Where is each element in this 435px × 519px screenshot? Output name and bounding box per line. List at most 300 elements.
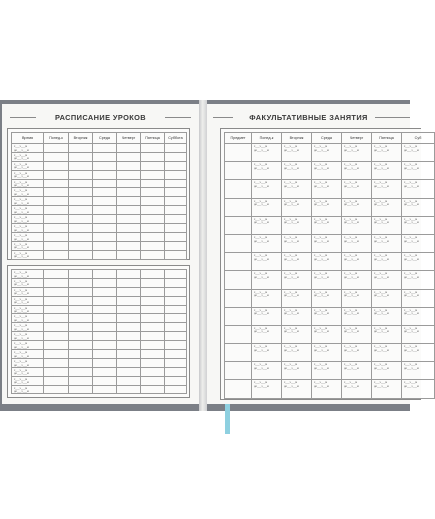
time-from-field[interactable]: с___ч___м (404, 345, 418, 349)
schedule-cell[interactable] (117, 170, 141, 179)
schedule-cell[interactable] (93, 215, 117, 224)
schedule-cell[interactable] (44, 224, 69, 233)
schedule-cell[interactable] (93, 314, 117, 323)
time-from-field[interactable]: с___ч___м (314, 163, 328, 167)
time-from-field[interactable]: с___ч___м (284, 254, 298, 258)
schedule-cell[interactable] (44, 385, 69, 394)
time-from-field[interactable]: с___ч___м (344, 254, 358, 258)
time-to-field[interactable]: до___ч___м (14, 354, 29, 358)
time-from-field[interactable]: с___ч___м (14, 251, 28, 255)
time-to-field[interactable]: до___ч___м (284, 330, 299, 334)
time-from-field[interactable]: с___ч___м (14, 233, 28, 237)
schedule-cell[interactable] (141, 385, 165, 394)
time-from-field[interactable]: с___ч___м (404, 308, 418, 312)
time-to-field[interactable]: до___ч___м (254, 221, 269, 225)
schedule-cell[interactable] (117, 323, 141, 332)
schedule-cell[interactable] (69, 250, 93, 259)
time-from-field[interactable]: с___ч___м (284, 345, 298, 349)
time-to-field[interactable]: до___ч___м (404, 312, 419, 316)
time-from-field[interactable]: с___ч___м (14, 207, 28, 211)
schedule-cell[interactable] (117, 341, 141, 350)
time-from-field[interactable]: с___ч___м (344, 217, 358, 221)
schedule-cell[interactable] (141, 367, 165, 376)
time-to-field[interactable]: до___ч___м (14, 336, 29, 340)
time-to-field[interactable]: до___ч___м (344, 203, 359, 207)
schedule-cell[interactable] (117, 314, 141, 323)
time-to-field[interactable]: до___ч___м (284, 385, 299, 389)
time-from-field[interactable]: с___ч___м (14, 145, 28, 148)
time-from-field[interactable]: с___ч___м (284, 363, 298, 367)
time-to-field[interactable]: до___ч___м (404, 348, 419, 352)
schedule-cell[interactable] (93, 161, 117, 170)
time-to-field[interactable]: до___ч___м (374, 330, 389, 334)
time-from-field[interactable]: с___ч___м (404, 272, 418, 276)
schedule-cell[interactable] (165, 296, 187, 305)
time-from-field[interactable]: с___ч___м (14, 288, 28, 292)
time-from-field[interactable]: с___ч___м (404, 145, 418, 148)
time-from-field[interactable]: с___ч___м (254, 199, 268, 203)
time-from-field[interactable]: с___ч___м (284, 235, 298, 239)
schedule-cell[interactable] (93, 250, 117, 259)
schedule-cell[interactable] (69, 206, 93, 215)
schedule-cell[interactable] (69, 296, 93, 305)
time-to-field[interactable]: до___ч___м (404, 294, 419, 298)
schedule-cell[interactable] (117, 385, 141, 394)
schedule-cell[interactable] (69, 170, 93, 179)
schedule-cell[interactable] (117, 358, 141, 367)
schedule-cell[interactable] (44, 376, 69, 385)
schedule-cell[interactable] (44, 305, 69, 314)
time-from-field[interactable]: с___ч___м (344, 145, 358, 148)
schedule-cell[interactable] (93, 144, 117, 153)
time-to-field[interactable]: до___ч___м (254, 385, 269, 389)
time-to-field[interactable]: до___ч___м (344, 184, 359, 188)
time-from-field[interactable]: с___ч___м (254, 145, 268, 148)
time-from-field[interactable]: с___ч___м (374, 163, 388, 167)
schedule-cell[interactable] (69, 358, 93, 367)
schedule-cell[interactable] (93, 358, 117, 367)
time-from-field[interactable]: с___ч___м (284, 181, 298, 185)
schedule-cell[interactable] (165, 250, 187, 259)
schedule-cell[interactable] (117, 367, 141, 376)
time-to-field[interactable]: до___ч___м (14, 255, 29, 259)
time-from-field[interactable]: с___ч___м (404, 381, 418, 385)
time-to-field[interactable]: до___ч___м (14, 363, 29, 367)
schedule-cell[interactable] (93, 270, 117, 279)
schedule-cell[interactable] (69, 144, 93, 153)
time-from-field[interactable]: с___ч___м (14, 359, 28, 363)
time-from-field[interactable]: с___ч___м (14, 153, 28, 157)
schedule-cell[interactable] (93, 224, 117, 233)
time-from-field[interactable]: с___ч___м (284, 290, 298, 294)
schedule-cell[interactable] (69, 287, 93, 296)
time-from-field[interactable]: с___ч___м (14, 342, 28, 346)
schedule-cell[interactable] (165, 144, 187, 153)
time-from-field[interactable]: с___ч___м (14, 368, 28, 372)
time-to-field[interactable]: до___ч___м (284, 221, 299, 225)
time-to-field[interactable]: до___ч___м (314, 348, 329, 352)
time-to-field[interactable]: до___ч___м (254, 148, 269, 152)
time-to-field[interactable]: до___ч___м (284, 312, 299, 316)
time-from-field[interactable]: с___ч___м (284, 308, 298, 312)
schedule-cell[interactable] (69, 270, 93, 279)
schedule-cell[interactable] (117, 296, 141, 305)
schedule-cell[interactable] (44, 197, 69, 206)
time-from-field[interactable]: с___ч___м (374, 363, 388, 367)
time-from-field[interactable]: с___ч___м (404, 326, 418, 330)
time-from-field[interactable]: с___ч___м (404, 363, 418, 367)
schedule-cell[interactable] (44, 170, 69, 179)
subject-cell[interactable] (225, 289, 252, 307)
schedule-cell[interactable] (117, 179, 141, 188)
schedule-cell[interactable] (44, 250, 69, 259)
time-from-field[interactable]: с___ч___м (284, 145, 298, 148)
schedule-cell[interactable] (165, 385, 187, 394)
time-from-field[interactable]: с___ч___м (344, 272, 358, 276)
time-to-field[interactable]: до___ч___м (284, 148, 299, 152)
schedule-cell[interactable] (69, 385, 93, 394)
time-from-field[interactable]: с___ч___м (14, 306, 28, 310)
schedule-cell[interactable] (117, 305, 141, 314)
subject-cell[interactable] (225, 362, 252, 380)
schedule-cell[interactable] (165, 161, 187, 170)
schedule-cell[interactable] (69, 232, 93, 241)
schedule-cell[interactable] (117, 270, 141, 279)
time-from-field[interactable]: с___ч___м (404, 163, 418, 167)
time-to-field[interactable]: до___ч___м (344, 148, 359, 152)
schedule-cell[interactable] (69, 241, 93, 250)
time-from-field[interactable]: с___ч___м (314, 308, 328, 312)
time-to-field[interactable]: до___ч___м (344, 312, 359, 316)
time-to-field[interactable]: до___ч___м (404, 330, 419, 334)
time-to-field[interactable]: до___ч___м (314, 366, 329, 370)
schedule-cell[interactable] (93, 305, 117, 314)
subject-cell[interactable] (225, 380, 252, 398)
schedule-cell[interactable] (44, 341, 69, 350)
time-from-field[interactable]: с___ч___м (344, 199, 358, 203)
time-to-field[interactable]: до___ч___м (14, 381, 29, 385)
subject-cell[interactable] (225, 307, 252, 325)
time-from-field[interactable]: с___ч___м (344, 381, 358, 385)
time-from-field[interactable]: с___ч___м (314, 235, 328, 239)
schedule-cell[interactable] (93, 152, 117, 161)
time-from-field[interactable]: с___ч___м (14, 324, 28, 328)
time-to-field[interactable]: до___ч___м (284, 184, 299, 188)
schedule-cell[interactable] (44, 232, 69, 241)
time-to-field[interactable]: до___ч___м (344, 275, 359, 279)
time-from-field[interactable]: с___ч___м (314, 217, 328, 221)
schedule-cell[interactable] (117, 350, 141, 359)
schedule-cell[interactable] (93, 179, 117, 188)
time-to-field[interactable]: до___ч___м (284, 348, 299, 352)
time-from-field[interactable]: с___ч___м (344, 326, 358, 330)
time-to-field[interactable]: до___ч___м (284, 275, 299, 279)
schedule-cell[interactable] (141, 206, 165, 215)
schedule-cell[interactable] (141, 314, 165, 323)
time-to-field[interactable]: до___ч___м (314, 221, 329, 225)
time-from-field[interactable]: с___ч___м (254, 254, 268, 258)
time-to-field[interactable]: до___ч___м (254, 294, 269, 298)
schedule-cell[interactable] (44, 314, 69, 323)
schedule-cell[interactable] (44, 215, 69, 224)
schedule-cell[interactable] (44, 367, 69, 376)
time-from-field[interactable]: с___ч___м (314, 254, 328, 258)
schedule-cell[interactable] (141, 144, 165, 153)
schedule-cell[interactable] (93, 232, 117, 241)
subject-cell[interactable] (225, 271, 252, 289)
schedule-cell[interactable] (165, 305, 187, 314)
time-from-field[interactable]: с___ч___м (374, 145, 388, 148)
time-to-field[interactable]: до___ч___м (14, 310, 29, 314)
time-from-field[interactable]: с___ч___м (254, 272, 268, 276)
time-to-field[interactable]: до___ч___м (374, 348, 389, 352)
time-to-field[interactable]: до___ч___м (344, 294, 359, 298)
time-to-field[interactable]: до___ч___м (14, 219, 29, 223)
subject-cell[interactable] (225, 344, 252, 362)
schedule-cell[interactable] (141, 278, 165, 287)
time-from-field[interactable]: с___ч___м (404, 181, 418, 185)
schedule-cell[interactable] (141, 241, 165, 250)
time-to-field[interactable]: до___ч___м (404, 257, 419, 261)
time-to-field[interactable]: до___ч___м (374, 221, 389, 225)
schedule-cell[interactable] (141, 358, 165, 367)
schedule-cell[interactable] (141, 197, 165, 206)
schedule-cell[interactable] (165, 152, 187, 161)
schedule-cell[interactable] (165, 270, 187, 279)
time-to-field[interactable]: до___ч___м (254, 257, 269, 261)
time-to-field[interactable]: до___ч___м (254, 330, 269, 334)
time-to-field[interactable]: до___ч___м (284, 203, 299, 207)
schedule-cell[interactable] (165, 341, 187, 350)
schedule-cell[interactable] (117, 278, 141, 287)
time-from-field[interactable]: с___ч___м (314, 145, 328, 148)
schedule-cell[interactable] (141, 305, 165, 314)
schedule-cell[interactable] (165, 241, 187, 250)
schedule-cell[interactable] (141, 215, 165, 224)
time-to-field[interactable]: до___ч___м (344, 166, 359, 170)
time-from-field[interactable]: с___ч___м (344, 181, 358, 185)
time-to-field[interactable]: до___ч___м (14, 228, 29, 232)
schedule-cell[interactable] (141, 270, 165, 279)
time-from-field[interactable]: с___ч___м (314, 345, 328, 349)
time-to-field[interactable]: до___ч___м (344, 257, 359, 261)
schedule-cell[interactable] (44, 323, 69, 332)
subject-cell[interactable] (225, 162, 252, 180)
schedule-cell[interactable] (44, 332, 69, 341)
time-to-field[interactable]: до___ч___м (14, 246, 29, 250)
time-from-field[interactable]: с___ч___м (344, 290, 358, 294)
schedule-cell[interactable] (165, 350, 187, 359)
schedule-cell[interactable] (117, 376, 141, 385)
time-to-field[interactable]: до___ч___м (374, 257, 389, 261)
schedule-cell[interactable] (93, 367, 117, 376)
time-from-field[interactable]: с___ч___м (404, 199, 418, 203)
time-from-field[interactable]: с___ч___м (314, 199, 328, 203)
time-to-field[interactable]: до___ч___м (314, 184, 329, 188)
time-from-field[interactable]: с___ч___м (14, 279, 28, 283)
schedule-cell[interactable] (165, 197, 187, 206)
time-to-field[interactable]: до___ч___м (374, 184, 389, 188)
schedule-cell[interactable] (141, 170, 165, 179)
schedule-cell[interactable] (165, 287, 187, 296)
time-to-field[interactable]: до___ч___м (314, 257, 329, 261)
schedule-cell[interactable] (117, 241, 141, 250)
time-to-field[interactable]: до___ч___м (254, 203, 269, 207)
time-to-field[interactable]: до___ч___м (254, 312, 269, 316)
time-from-field[interactable]: с___ч___м (284, 163, 298, 167)
schedule-cell[interactable] (69, 152, 93, 161)
schedule-cell[interactable] (141, 376, 165, 385)
schedule-cell[interactable] (141, 179, 165, 188)
schedule-cell[interactable] (117, 197, 141, 206)
time-to-field[interactable]: до___ч___м (374, 275, 389, 279)
schedule-cell[interactable] (141, 341, 165, 350)
time-from-field[interactable]: с___ч___м (14, 333, 28, 337)
schedule-cell[interactable] (165, 170, 187, 179)
schedule-cell[interactable] (69, 376, 93, 385)
schedule-cell[interactable] (44, 144, 69, 153)
schedule-cell[interactable] (44, 287, 69, 296)
schedule-cell[interactable] (141, 296, 165, 305)
schedule-cell[interactable] (165, 206, 187, 215)
schedule-cell[interactable] (165, 232, 187, 241)
schedule-cell[interactable] (165, 224, 187, 233)
time-from-field[interactable]: с___ч___м (344, 308, 358, 312)
schedule-cell[interactable] (44, 161, 69, 170)
schedule-cell[interactable] (93, 385, 117, 394)
schedule-cell[interactable] (93, 296, 117, 305)
time-from-field[interactable]: с___ч___м (284, 326, 298, 330)
time-from-field[interactable]: с___ч___м (344, 235, 358, 239)
time-to-field[interactable]: до___ч___м (314, 148, 329, 152)
time-to-field[interactable]: до___ч___м (284, 166, 299, 170)
time-from-field[interactable]: с___ч___м (14, 271, 28, 274)
time-from-field[interactable]: с___ч___м (314, 381, 328, 385)
time-to-field[interactable]: до___ч___м (284, 257, 299, 261)
time-from-field[interactable]: с___ч___м (14, 377, 28, 381)
time-from-field[interactable]: с___ч___м (374, 181, 388, 185)
time-to-field[interactable]: до___ч___м (14, 166, 29, 170)
schedule-cell[interactable] (165, 323, 187, 332)
schedule-cell[interactable] (69, 179, 93, 188)
time-to-field[interactable]: до___ч___м (404, 239, 419, 243)
schedule-cell[interactable] (69, 350, 93, 359)
time-to-field[interactable]: до___ч___м (254, 275, 269, 279)
schedule-cell[interactable] (165, 332, 187, 341)
time-to-field[interactable]: до___ч___м (14, 319, 29, 323)
schedule-cell[interactable] (93, 341, 117, 350)
schedule-cell[interactable] (165, 314, 187, 323)
subject-cell[interactable] (225, 144, 252, 162)
time-to-field[interactable]: до___ч___м (14, 237, 29, 241)
schedule-cell[interactable] (117, 206, 141, 215)
time-to-field[interactable]: до___ч___м (344, 239, 359, 243)
schedule-cell[interactable] (165, 376, 187, 385)
time-to-field[interactable]: до___ч___м (14, 148, 29, 152)
schedule-cell[interactable] (117, 232, 141, 241)
time-to-field[interactable]: до___ч___м (14, 292, 29, 296)
time-from-field[interactable]: с___ч___м (254, 163, 268, 167)
time-from-field[interactable]: с___ч___м (344, 163, 358, 167)
time-from-field[interactable]: с___ч___м (14, 242, 28, 246)
time-to-field[interactable]: до___ч___м (404, 166, 419, 170)
subject-cell[interactable] (225, 180, 252, 198)
time-to-field[interactable]: до___ч___м (14, 201, 29, 205)
time-from-field[interactable]: с___ч___м (374, 381, 388, 385)
time-from-field[interactable]: с___ч___м (254, 290, 268, 294)
time-from-field[interactable]: с___ч___м (374, 308, 388, 312)
time-from-field[interactable]: с___ч___м (254, 217, 268, 221)
time-from-field[interactable]: с___ч___м (284, 272, 298, 276)
time-from-field[interactable]: с___ч___м (14, 315, 28, 319)
time-to-field[interactable]: до___ч___м (374, 385, 389, 389)
time-from-field[interactable]: с___ч___м (14, 189, 28, 193)
schedule-cell[interactable] (44, 188, 69, 197)
schedule-cell[interactable] (93, 206, 117, 215)
schedule-cell[interactable] (69, 188, 93, 197)
time-to-field[interactable]: до___ч___м (404, 203, 419, 207)
time-to-field[interactable]: до___ч___м (374, 294, 389, 298)
schedule-cell[interactable] (165, 358, 187, 367)
schedule-cell[interactable] (44, 206, 69, 215)
time-to-field[interactable]: до___ч___м (254, 366, 269, 370)
time-to-field[interactable]: до___ч___м (284, 239, 299, 243)
schedule-cell[interactable] (117, 332, 141, 341)
time-from-field[interactable]: с___ч___м (254, 345, 268, 349)
time-to-field[interactable]: до___ч___м (14, 184, 29, 188)
time-from-field[interactable]: с___ч___м (404, 217, 418, 221)
time-from-field[interactable]: с___ч___м (254, 326, 268, 330)
time-from-field[interactable]: с___ч___м (374, 254, 388, 258)
schedule-cell[interactable] (69, 224, 93, 233)
time-from-field[interactable]: с___ч___м (14, 198, 28, 202)
time-from-field[interactable]: с___ч___м (344, 345, 358, 349)
schedule-cell[interactable] (69, 341, 93, 350)
time-from-field[interactable]: с___ч___м (374, 199, 388, 203)
schedule-cell[interactable] (141, 224, 165, 233)
time-to-field[interactable]: до___ч___м (344, 221, 359, 225)
time-from-field[interactable]: с___ч___м (374, 290, 388, 294)
schedule-cell[interactable] (141, 161, 165, 170)
time-to-field[interactable]: до___ч___м (374, 239, 389, 243)
schedule-cell[interactable] (141, 188, 165, 197)
time-from-field[interactable]: с___ч___м (314, 290, 328, 294)
time-to-field[interactable]: до___ч___м (284, 366, 299, 370)
time-to-field[interactable]: до___ч___м (314, 294, 329, 298)
schedule-cell[interactable] (141, 323, 165, 332)
time-from-field[interactable]: с___ч___м (14, 297, 28, 301)
time-to-field[interactable]: до___ч___м (14, 274, 29, 278)
time-to-field[interactable]: до___ч___м (344, 385, 359, 389)
time-to-field[interactable]: до___ч___м (374, 203, 389, 207)
time-from-field[interactable]: с___ч___м (254, 363, 268, 367)
schedule-cell[interactable] (69, 367, 93, 376)
time-from-field[interactable]: с___ч___м (14, 386, 28, 390)
schedule-cell[interactable] (117, 152, 141, 161)
time-from-field[interactable]: с___ч___м (374, 326, 388, 330)
time-to-field[interactable]: до___ч___м (14, 372, 29, 376)
time-from-field[interactable]: с___ч___м (314, 326, 328, 330)
schedule-cell[interactable] (44, 278, 69, 287)
time-to-field[interactable]: до___ч___м (374, 366, 389, 370)
schedule-cell[interactable] (44, 241, 69, 250)
schedule-cell[interactable] (141, 332, 165, 341)
time-from-field[interactable]: с___ч___м (254, 235, 268, 239)
subject-cell[interactable] (225, 234, 252, 252)
time-to-field[interactable]: до___ч___м (344, 348, 359, 352)
schedule-cell[interactable] (165, 367, 187, 376)
time-to-field[interactable]: до___ч___м (254, 184, 269, 188)
